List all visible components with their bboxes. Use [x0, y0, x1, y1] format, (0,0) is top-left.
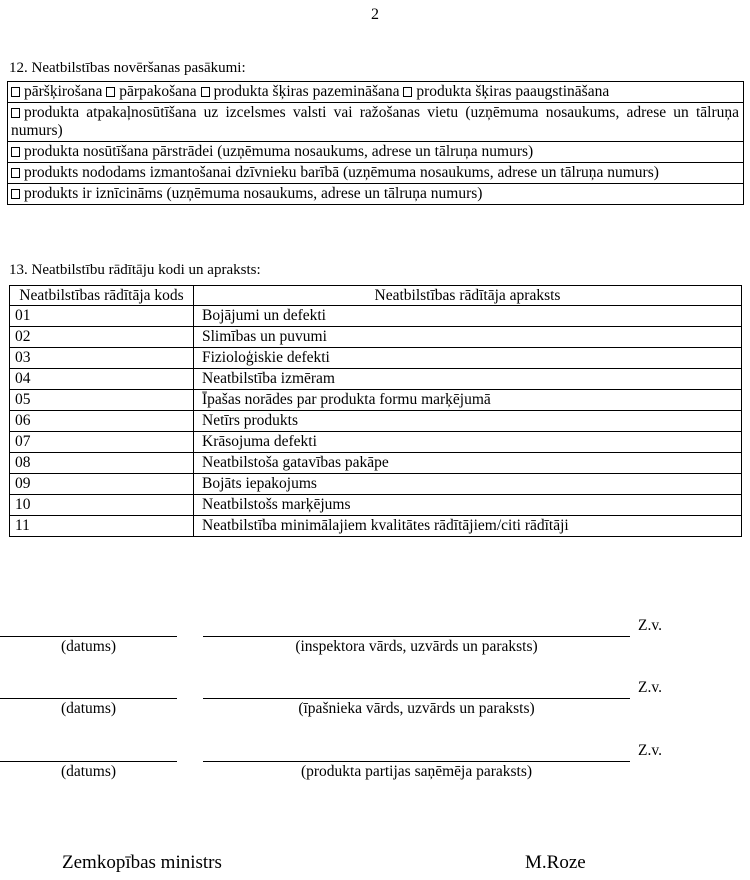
date-label: (datums) [60, 700, 117, 717]
measures-row-5 [8, 184, 743, 204]
date-label: (datums) [60, 763, 117, 780]
table-row [10, 369, 742, 390]
seal-mark: Z.v. [638, 742, 662, 759]
table-row [10, 327, 742, 348]
table-header-row [10, 286, 742, 306]
signature-label: (īpašnieka vārds, uzvārds un paraksts) [298, 700, 535, 717]
codes-table [9, 285, 742, 537]
description-cell: Īpašas norādes par produkta formu marķējumā [194, 390, 742, 411]
section-12-box [7, 81, 744, 205]
option-repacking: pārpakošana [119, 83, 197, 100]
code-cell: 07 [10, 432, 194, 453]
measures-row-4 [8, 163, 743, 184]
table-row [10, 390, 742, 411]
signature-line [203, 636, 630, 637]
section-13-title: 13. Neatbilstību rādītāju kodi un apraksts: [9, 262, 261, 278]
description-cell: Neatbilstība izmēram [194, 369, 742, 390]
code-cell: 08 [10, 453, 194, 474]
option-processing: produkta nosūtīšana pārstrādei (uzņēmuma nosaukums, adrese un tālruņa numurs) [24, 143, 534, 160]
code-cell: 06 [10, 411, 194, 432]
seal-mark: Z.v. [638, 679, 662, 696]
description-cell: Netīrs produkts [194, 411, 742, 432]
description-cell: Bojājumi un defekti [194, 306, 742, 327]
code-cell: 02 [10, 327, 194, 348]
description-cell: Neatbilstība minimālajiem kvalitātes rādītājiem/citi rādītāji [194, 516, 742, 537]
code-cell: 05 [10, 390, 194, 411]
table-row [10, 495, 742, 516]
code-cell: 09 [10, 474, 194, 495]
description-cell: Fizioloģiskie defekti [194, 348, 742, 369]
option-upgrade: produkta šķiras paaugstināšana [416, 83, 610, 100]
table-row [10, 348, 742, 369]
minister-name: M.Roze [525, 852, 586, 873]
code-cell: 11 [10, 516, 194, 537]
measures-row-1 [8, 82, 743, 103]
minister-title: Zemkopības ministrs [62, 852, 222, 873]
signature-line [203, 761, 630, 762]
table-row [10, 474, 742, 495]
description-cell: Neatbilstošs marķējums [194, 495, 742, 516]
checkbox[interactable] [201, 87, 210, 97]
section-12-title: 12. Neatbilstības novēršanas pasākumi: [9, 60, 246, 76]
signature-label: (inspektora vārds, uzvārds un paraksts) [295, 638, 538, 655]
code-cell: 03 [10, 348, 194, 369]
table-row [10, 411, 742, 432]
option-animal-feed: produkts nododams izmantošanai dzīvnieku barībā (uzņēmuma nosaukums, adrese un tālruņa numurs) [24, 164, 659, 181]
checkbox[interactable] [11, 189, 20, 199]
measures-row-3 [8, 142, 743, 163]
checkbox[interactable] [11, 147, 20, 157]
option-resorting: pāršķirošana [24, 83, 103, 100]
header-code: Neatbilstības rādītāja kods [10, 286, 194, 306]
measures-row-2 [8, 103, 743, 142]
table-row [10, 516, 742, 537]
description-cell: Bojāts iepakojums [194, 474, 742, 495]
date-line [0, 761, 177, 762]
code-cell: 04 [10, 369, 194, 390]
page-number: 2 [371, 6, 379, 23]
codes-table-body [10, 306, 742, 537]
description-cell: Slimības un puvumi [194, 327, 742, 348]
checkbox[interactable] [11, 108, 20, 118]
table-row [10, 453, 742, 474]
table-row [10, 306, 742, 327]
option-return: produkta atpakaļnosūtīšana uz izcelsmes valsti vai ražošanas vietu (uzņēmuma nosaukums, adrese un tālruņa numurs) [11, 104, 739, 139]
option-downgrade: produkta šķiras pazemināšana [213, 83, 400, 100]
date-line [0, 698, 177, 699]
checkbox[interactable] [106, 87, 115, 97]
description-cell: Krāsojuma defekti [194, 432, 742, 453]
seal-mark: Z.v. [638, 617, 662, 634]
code-cell: 10 [10, 495, 194, 516]
description-cell: Neatbilstoša gatavības pakāpe [194, 453, 742, 474]
date-label: (datums) [60, 638, 117, 655]
option-destroy: produkts ir iznīcināms (uzņēmuma nosaukums, adrese un tālruņa numurs) [24, 185, 483, 202]
table-row [10, 432, 742, 453]
date-line [0, 636, 177, 637]
code-cell: 01 [10, 306, 194, 327]
signature-line [203, 698, 630, 699]
signature-label: (produkta partijas saņēmēja paraksts) [300, 763, 533, 780]
checkbox[interactable] [11, 87, 20, 97]
checkbox[interactable] [403, 87, 412, 97]
header-description: Neatbilstības rādītāja apraksts [194, 286, 742, 306]
checkbox[interactable] [11, 168, 20, 178]
